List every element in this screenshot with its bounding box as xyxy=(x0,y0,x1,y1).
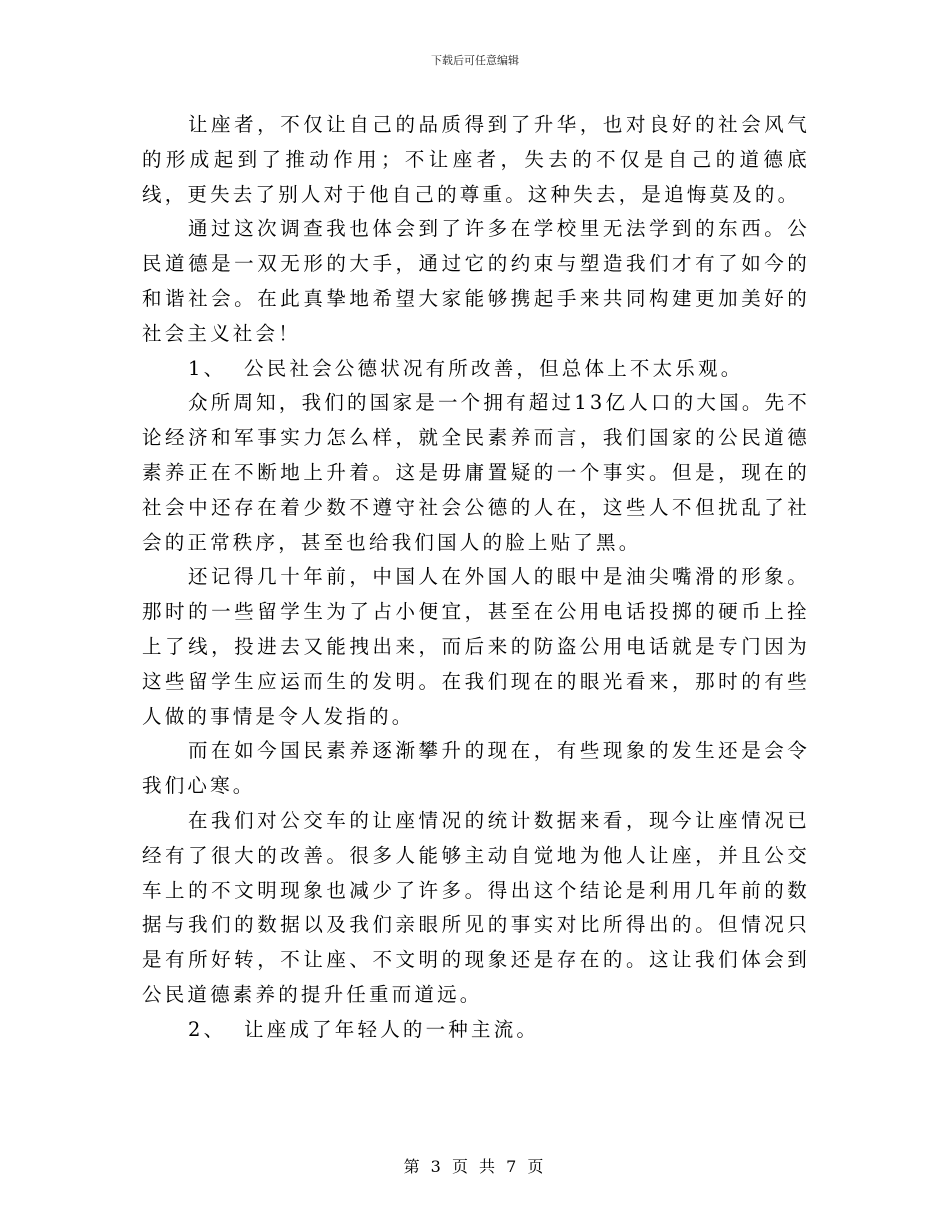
list-number: 1、 xyxy=(188,356,227,380)
paragraph: 而在如今国民素养逐渐攀升的现在，有些现象的发生还是会令我们心寒。 xyxy=(142,739,810,798)
page-header: 下载后可任意编辑 xyxy=(431,54,519,67)
list-item xyxy=(142,1013,810,1048)
paragraph: 众所周知，我们的国家是一个拥有超过13亿人口的大国。先不论经济和军事实力怎么样，就全民素养而言，我们国家的公民道德素养正在不断地上升着。这是毋庸置疑的一个事实。但是，现在的社会中还存在着少数不遵守社会公德的人在，这些人不但扰乱了社会的正常秩序，甚至也给我们国人的脸上贴了黑。 xyxy=(142,391,810,554)
paragraph: 让座者，不仅让自己的品质得到了升华，也对良好的社会风气的形成起到了推动作用；不让座者，失去的不仅是自己的道德底线，更失去了别人对于他自己的尊重。这种失去，是追悔莫及的。 xyxy=(142,113,810,206)
document-body xyxy=(142,108,810,1048)
list-text: 让座成了年轻人的一种主流。 xyxy=(244,1017,540,1041)
list-number: 2、 xyxy=(188,1017,227,1041)
paragraph: 在我们对公交车的让座情况的统计数据来看，现今让座情况已经有了很大的改善。很多人能够主动自觉地为他人让座，并且公交车上的不文明现象也减少了许多。得出这个结论是利用几年前的数据与我们的数据以及我们亲眼所见的事实对比所得出的。但情况只是有所好转，不让座、不文明的现象还是存在的。这让我们体会到公民道德素养的提升任重而道远。 xyxy=(142,808,810,1006)
list-text: 公民社会公德状况有所改善，但总体上不太乐观。 xyxy=(244,356,744,380)
paragraph: 还记得几十年前，中国人在外国人的眼中是油尖嘴滑的形象。那时的一些留学生为了占小便宜，甚至在公用电话投掷的硬币上拴上了线，投进去又能拽出来，而后来的防盗公用电话就是专门因为这些留学生应运而生的发明。在我们现在的眼光看来，那时的有些人做的事情是令人发指的。 xyxy=(142,565,810,728)
paragraph: 通过这次调查我也体会到了许多在学校里无法学到的东西。公民道德是一双无形的大手，通过它的约束与塑造我们才有了如今的和谐社会。在此真挚地希望大家能够携起手来共同构建更加美好的社会主义社会！ xyxy=(142,217,810,345)
page-footer: 第 3 页 共 7 页 xyxy=(403,1157,547,1176)
list-item xyxy=(142,352,810,387)
